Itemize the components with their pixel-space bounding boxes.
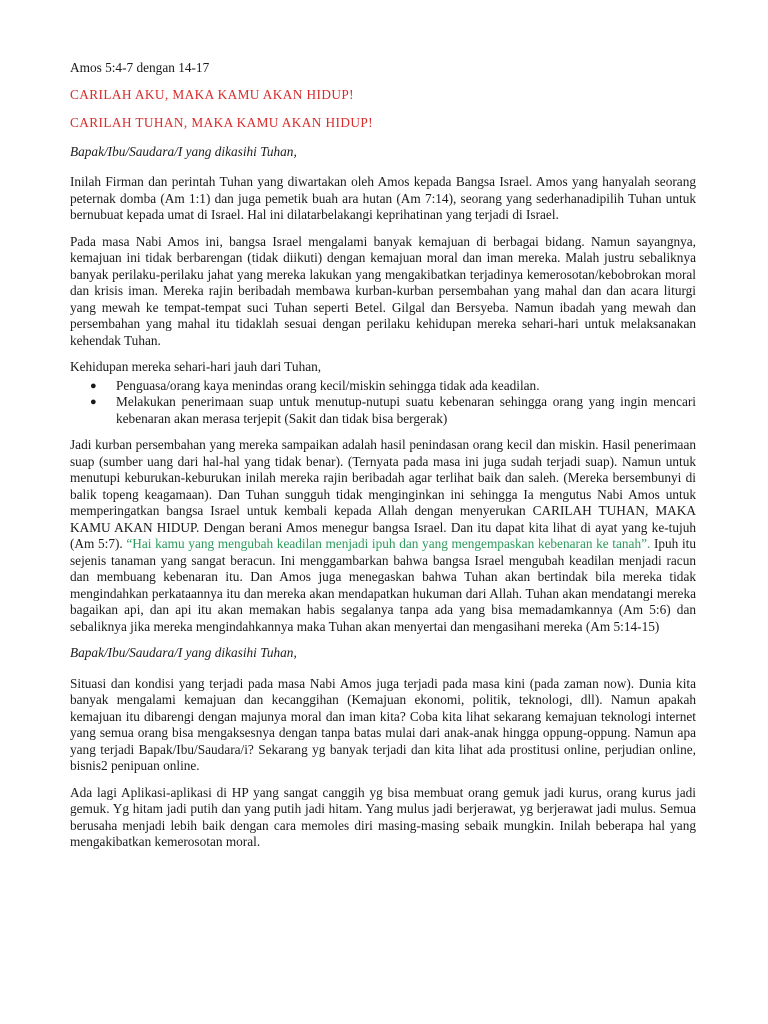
paragraph-sacrifice-part2: Ipuh itu sejenis tanaman yang sangat beracun. Ini menggambarkan bahwa bangsa Israel mengubah keadilan menjadi racun dan membuang kebenaran itu. Dan Amos juga menegaskan bahwa Tuhan akan bertindak bila mereka tidak mengindahkan perkataannya itu dan mereka akan mendapatkan hukuman dari Allah. Tuhan akan mendatangi mereka bagaikan api, dan api itu akan memakan habis segalanya tanpa ada yang bisa memadamkannya (Am 5:6) dan sebaliknya jika mereka mengindahkannya maka Tuhan akan menyertai dan mengasihani mereka (Am 5:14-15) [70, 536, 697, 634]
paragraph-amos-era: Pada masa Nabi Amos ini, bangsa Israel mengalami banyak kemajuan di berbagai bidang. Namun sayangnya, kemajuan ini tidak berbarengan (tidak diikuti) dengan kemajuan moral dan iman mereka. Malah justru sebaliknya banyak perilaku-perilaku jahat yang mereka lakukan yang mengakibatkan terjadinya kemerosotan/kebobrokan moral dan krisis iman. Mereka rajin beribadah membawa kurban-kurban persembahan yang mahal dan dan acara liturgi yang mewah ke tempat-tempat suci Tuhan seperti Betel. Gilgal dan Bersyeba. Namun ibadah yang mewah dan persembahan yang mahal itu tidaklah sesuai dengan perilaku kehidupan mereka sehari-hari untuk melaksanakan kehendak Tuhan. [70, 233, 696, 348]
heading-seek-lord: CARILAH TUHAN, MAKA KAMU AKAN HIDUP! [70, 115, 373, 130]
heading-seek-me: CARILAH AKU, MAKA KAMU AKAN HIDUP! [70, 86, 354, 102]
list-item-text: Penguasa/orang kaya menindas orang kecil/miskin sehingga tidak ada keadilan. [116, 377, 540, 393]
bullet-list [70, 378, 696, 428]
paragraph-present-day: Situasi dan kondisi yang terjadi pada masa Nabi Amos juga terjadi pada masa kini (pada zaman now). Dunia kita banyak mengalami kemajuan dan kecanggihan (Kemajuan ekonomi, politik, teknologi, dll). Namun apakah kemajuan itu dibarengi dengan majunya moral dan iman kita? Coba kita lihat sekarang kemajuan teknologi internet yang semua orang bisa mengaksesnya dengan tanpa batas mulai dari anak-anak hingga oppung-oppung. Namun apa yang terjadi Bapak/Ibu/Saudara/i? Sekarang yg banyak terjadi dan kita lihat ada prostitusi online, perjudian online, bisnis2 penipuan online. [70, 675, 696, 773]
greeting: Bapak/Ibu/Saudara/I yang dikasihi Tuhan, [70, 143, 297, 159]
bullet-icon: ● [90, 396, 97, 408]
scripture-reference: Amos 5:4-7 dengan 14-17 [70, 60, 210, 75]
greeting-second: Bapak/Ibu/Saudara/I yang dikasihi Tuhan, [70, 645, 297, 660]
scripture-quote: “Hai kamu yang mengubah keadilan menjadi ipuh dan yang mengempaskan kebenaran ke tanah”. [126, 536, 651, 551]
list-item [90, 394, 696, 427]
paragraph-intro: Inilah Firman dan perintah Tuhan yang diwartakan oleh Amos kepada Bangsa Israel. Amos yang hanyalah seorang peternak domba (Am 1:1) dan juga pemetik buah ara hutan (Am 7:14), seorang yang sederhanadipilih Tuhan untuk bernubuat kepada umat di Israel. Hal ini dilatarbelakangi keprihatinan yang terjadi di Israel. [70, 174, 696, 222]
list-item-text: Melakukan penerimaan suap untuk menutup-nutupi suatu kebenaran sehingga orang yang ingin mencari kebenaran akan merasa terjepit (Sakit dan tidak bisa bergerak) [116, 394, 696, 426]
paragraph-apps: Ada lagi Aplikasi-aplikasi di HP yang sangat canggih yg bisa membuat orang gemuk jadi kurus, orang kurus jadi gemuk. Yg hitam jadi putih dan yang putih jadi hitam. Yang mulus jadi berjerawat, yg berjerawat jadi mulus. Semua berusaha menjadi lebih baik dengan cara memoles diri masing-masing sebaik mungkin. Inilah beberapa hal yang mengakibatkan kemerosotan moral. [70, 784, 696, 849]
paragraph-sacrifice [70, 437, 696, 635]
bullet-icon: ● [90, 379, 97, 392]
paragraph-daily-life: Kehidupan mereka sehari-hari jauh dari Tuhan, [70, 359, 322, 374]
list-item [90, 377, 696, 395]
paragraph-sacrifice-part1: Jadi kurban persembahan yang mereka sampaikan adalah hasil penindasan orang kecil dan miskin. Hasil penerimaan suap (sumber uang dari hal-hal yang tidak benar). (Ternyata pada masa ini juga sudah terjadi suap). Namun untuk menutupi keburukan-keburukan inilah mereka rajin beribadah agar terlihat baik dan saleh. (Mereka bersembunyi di balik topeng keagamaan). Dan Tuhan sungguh tidak menginginkan ini sehingga Ia mengutus Nabi Amos untuk memperingatkan bangsa Israel untuk kembali kepada Allah dengan menyerukan CARILAH TUHAN, MAKA KAMU AKAN HIDUP. Dengan berani Amos menegur bangsa Israel. Dan itu dapat kita lihat di ayat yang ke-tujuh (Am 5:7). [70, 437, 696, 551]
